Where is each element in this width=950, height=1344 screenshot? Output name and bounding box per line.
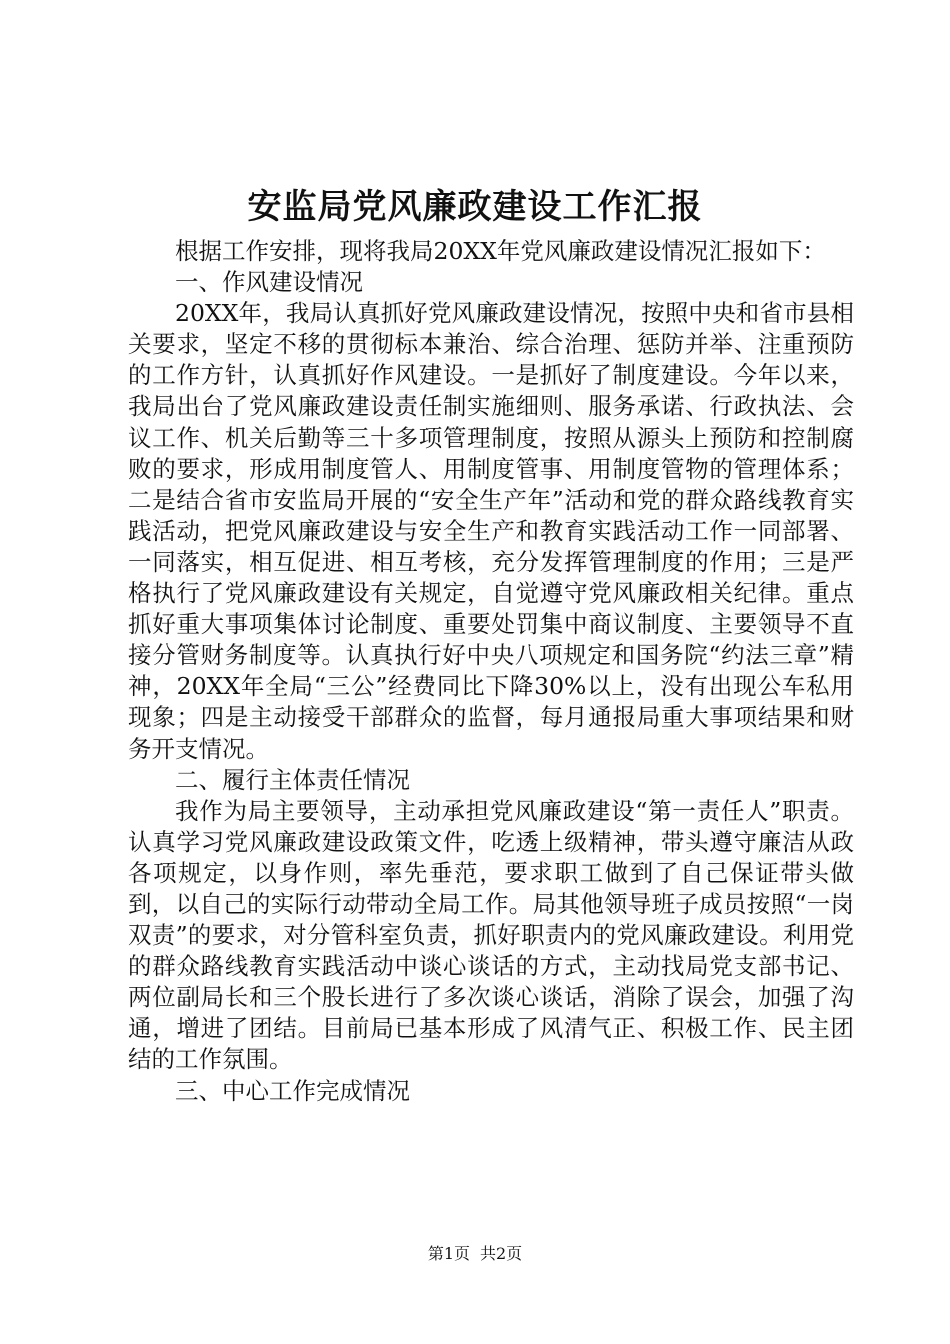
section-paragraph-2: 我作为局主要领导，主动承担党风廉政建设“第一责任人”职责。认真学习党风廉政建设政策文件，吃透上级精神，带头遵守廉洁从政各项规定，以身作则，率先垂范，要求职工做到了自己保证带头做到，以自己的实际行动带动全局工作。局其他领导班子成员按照“一岗双责”的要求，对分管科室负责，抓好职责内的党风廉政建设。利用党的群众路线教育实践活动中谈心谈话的方式，主动找局党支部书记、两位副局长和三个股长进行了多次谈心谈话，消除了误会，加强了沟通，增进了团结。目前局已基本形成了风清气正、积极工作、民主团结的工作氛围。 — [128, 796, 854, 1074]
intro-paragraph: 根据工作安排，现将我局20XX年党风廉政建设情况汇报如下： — [175, 237, 826, 265]
section-heading-2: 二、履行主体责任情况 — [175, 765, 410, 794]
page-footer — [0, 1243, 950, 1265]
page-number-current: 第1页 — [427, 1244, 470, 1263]
section-heading-1: 一、作风建设情况 — [175, 268, 363, 297]
document-body — [128, 236, 854, 1107]
document-title: 安监局党风廉政建设工作汇报 — [247, 187, 703, 227]
page-number-total: 共2页 — [480, 1244, 523, 1263]
section-heading-3: 三、中心工作完成情况 — [175, 1076, 410, 1105]
section-paragraph-1: 20XX年，我局认真抓好党风廉政建设情况，按照中央和省市县相关要求，坚定不移的贯彻标本兼治、综合治理、惩防并举、注重预防的工作方针，认真抓好作风建设。一是抓好了制度建设。今年以来，我局出台了党风廉政建设责任制实施细则、服务承诺、行政执法、会议工作、机关后勤等三十多项管理制度，按照从源头上预防和控制腐败的要求，形成用制度管人、用制度管事、用制度管物的管理体系；二是结合省市安监局开展的“安全生产年”活动和党的群众路线教育实践活动，把党风廉政建设与安全生产和教育实践活动工作一同部署、一同落实，相互促进、相互考核，充分发挥管理制度的作用；三是严格执行了党风廉政建设有关规定，自觉遵守党风廉政相关纪律。重点抓好重大事项集体讨论制度、重要处罚集中商议制度、主要领导不直接分管财务制度等。认真执行好中央八项规定和国务院“约法三章”精神，20XX年全局“三公”经费同比下降30%以上，没有出现公车私用现象；四是主动接受干部群众的监督，每月通报局重大事项结果和财务开支情况。 — [128, 299, 854, 763]
